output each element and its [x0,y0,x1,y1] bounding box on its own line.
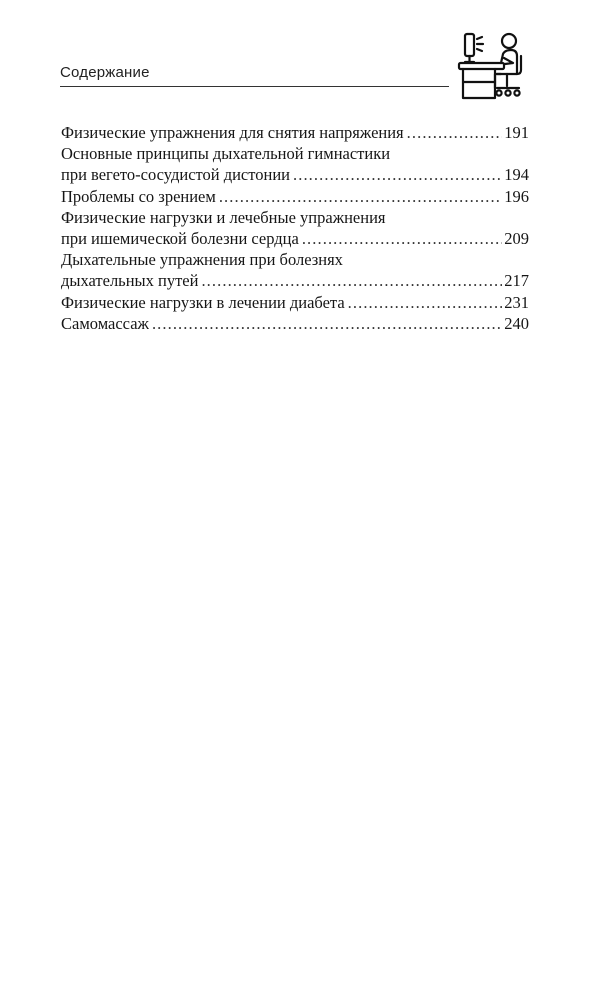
dot-leader [219,186,502,207]
toc-entry-title: Физические нагрузки в лечении диабета [61,292,345,312]
dot-leader [152,313,502,334]
toc-entry-title: Самомассаж [61,313,149,333]
toc-entry-title: Дыхательные упражнения при болезнях [61,250,343,270]
dot-leader [302,228,502,249]
toc-line [61,186,529,207]
toc-line [61,313,529,334]
toc-page-number: 209 [504,229,529,249]
toc-line [61,292,529,313]
dot-leader [348,292,503,313]
dot-leader [293,164,502,185]
toc-page-number: 191 [504,123,529,142]
toc-line [61,164,529,185]
toc-line [61,122,529,143]
header-title: Содержание [60,64,150,81]
running-header [60,30,550,100]
toc-line [61,270,529,291]
dot-leader [201,270,502,291]
toc-entry[interactable] [61,313,529,334]
toc-line [61,249,529,270]
toc-entry-title: Физические нагрузки и лечебные упражнения [61,207,386,227]
toc-line [61,143,529,164]
toc-entry[interactable] [61,249,529,291]
toc-entry-title: при вегето-сосудистой дистонии [61,165,290,185]
toc-line [61,207,529,228]
toc-page-number: 240 [504,313,529,333]
toc-entry-title: Основные принципы дыхательной гимнастики [61,144,391,164]
toc-entry[interactable] [61,186,529,207]
toc-line [61,228,529,249]
toc-entry-title: Физические упражнения для снятия напряжения [61,123,404,142]
toc-entry-title: дыхательных путей [61,271,199,291]
toc-page-number: 231 [504,292,529,312]
toc-entry-title: при ишемической болезни сердца [61,229,299,249]
toc-page-number: 196 [504,186,529,206]
toc-entry[interactable] [61,207,529,249]
header-rule [60,86,449,87]
toc-page-number: 217 [504,271,529,291]
toc-entry[interactable] [61,292,529,313]
person-at-computer-icon [455,30,531,102]
toc-entry-title: Проблемы со зрением [61,186,216,206]
dot-leader [407,122,503,143]
toc-page-number: 194 [504,165,529,185]
table-of-contents [61,122,529,334]
toc-entry[interactable] [61,122,529,143]
toc-entry[interactable] [61,143,529,185]
